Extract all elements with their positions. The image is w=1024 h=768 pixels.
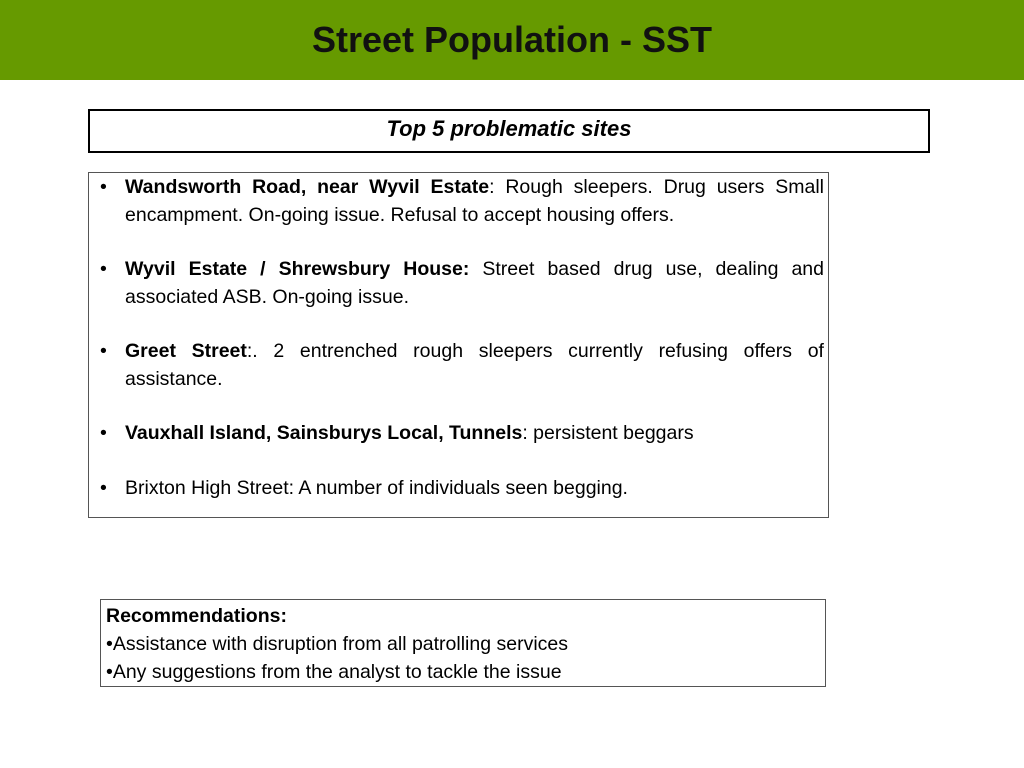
- site-name: Wyvil Estate / Shrewsbury House:: [125, 258, 470, 280]
- bullet: •: [100, 340, 107, 362]
- site-name: Greet Street: [125, 340, 247, 362]
- site-name: Wandsworth Road, near Wyvil Estate: [125, 176, 490, 198]
- bullet: •: [100, 476, 107, 499]
- subtitle-box: [88, 109, 930, 153]
- recommendations-box: [100, 599, 826, 687]
- site-description: Brixton High Street: A number of individuals seen begging.: [125, 476, 628, 499]
- site-name: Vauxhall Island, Sainsburys Local, Tunnels: [125, 422, 523, 444]
- recommendations-title: Recommendations:: [106, 605, 287, 627]
- list-item: [100, 475, 824, 503]
- title-bar: [0, 0, 1024, 80]
- site-description: :. 2 entrenched rough sleepers currently refusing offers of assistance.: [125, 340, 824, 390]
- subtitle: Top 5 problematic sites: [386, 116, 632, 141]
- list-item: [100, 256, 824, 311]
- list-item: [100, 338, 824, 393]
- bullet: •: [100, 176, 107, 198]
- bullet: •: [100, 258, 107, 280]
- site-description: : Rough sleepers. Drug users Small encampment. On-going issue. Refusal to accept housing offers.: [125, 176, 824, 226]
- recommendation-item: •Assistance with disruption from all patrolling services: [106, 633, 569, 655]
- list-item: [100, 420, 824, 448]
- page-title: Street Population - SST: [311, 19, 713, 60]
- recommendation-item: •Any suggestions from the analyst to tackle the issue: [106, 661, 562, 683]
- list-item: [100, 174, 824, 229]
- sites-list: [100, 174, 824, 502]
- site-description: : persistent beggars: [522, 422, 694, 444]
- site-description: Street based drug use, dealing and associated ASB. On-going issue.: [125, 258, 824, 308]
- bullet: •: [100, 422, 107, 444]
